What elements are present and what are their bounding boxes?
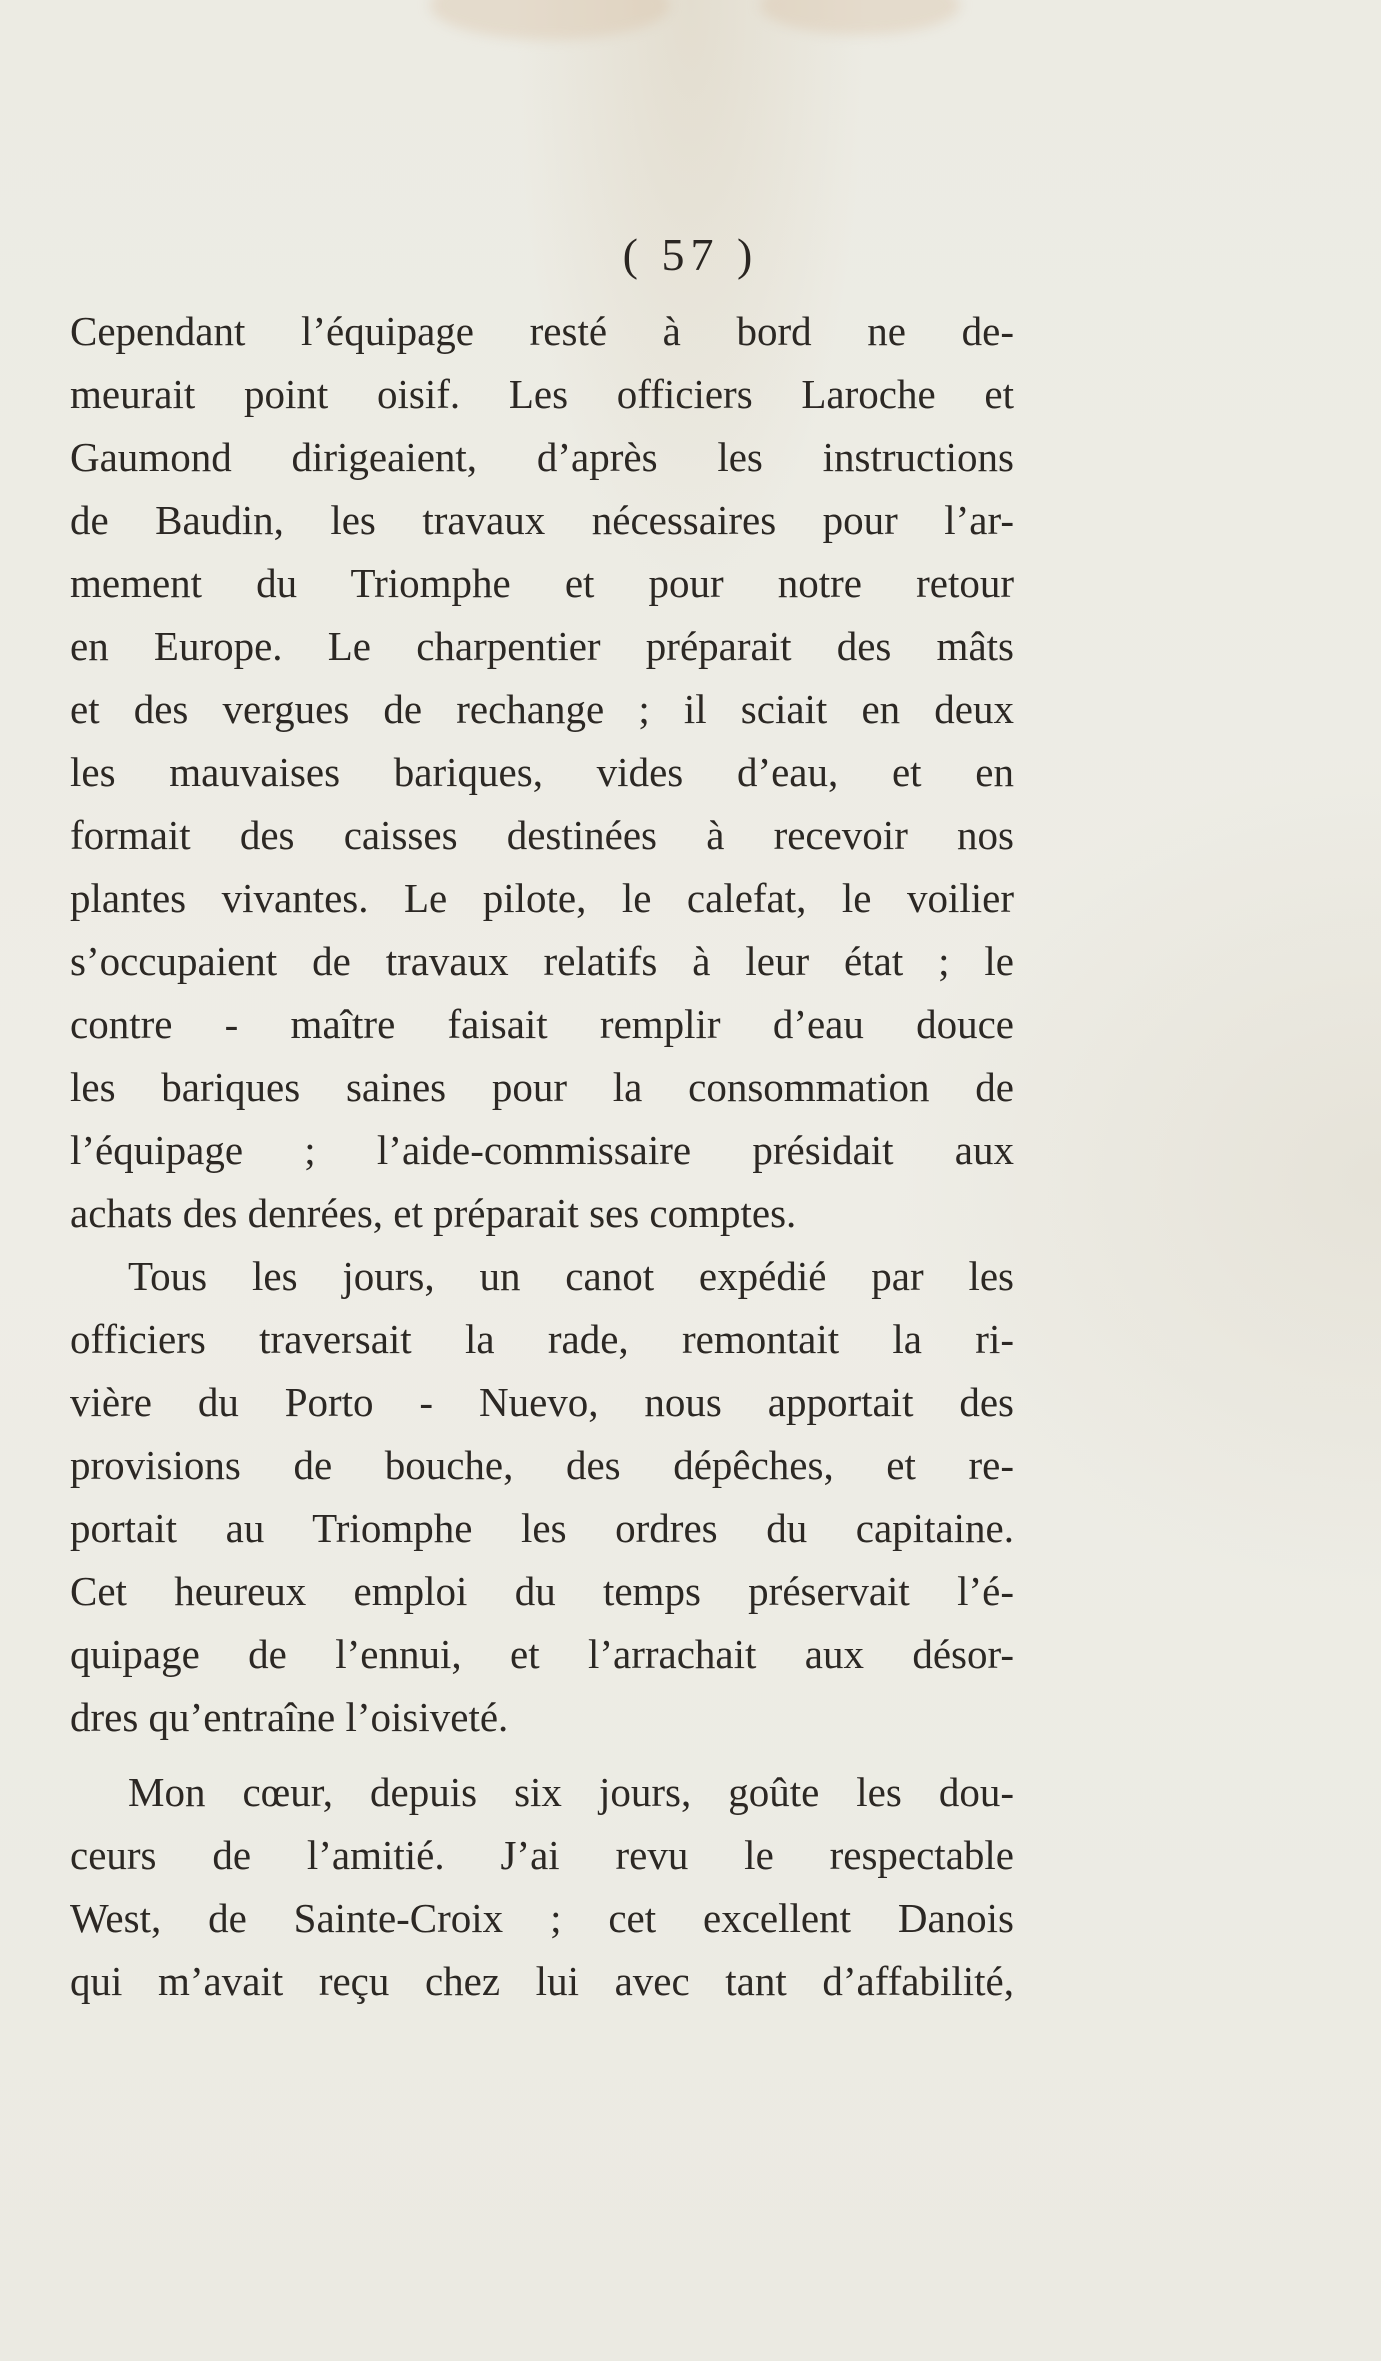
page-number: ( 57 ) [622, 229, 759, 280]
text-line: achats des denrées, et préparait ses comptes. [70, 1190, 797, 1236]
paper-stain [760, 0, 960, 35]
paragraph [70, 300, 1014, 1245]
body-text [70, 300, 1014, 2013]
text-line: les mauvaises bariques, vides d’eau, et en [70, 749, 1014, 795]
text-line: mement du Triomphe et pour notre retour [70, 560, 1014, 606]
text-line: quipage de l’ennui, et l’arrachait aux désor- [70, 1631, 1014, 1677]
text-line: de Baudin, les travaux nécessaires pour l’ar- [70, 497, 1014, 543]
text-line: Gaumond dirigeaient, d’après les instructions [70, 434, 1014, 480]
text-line: vière du Porto - Nuevo, nous apportait des [70, 1379, 1014, 1425]
text-line: s’occupaient de travaux relatifs à leur état ; le [70, 938, 1014, 984]
text-line: Cet heureux emploi du temps préservait l’é- [70, 1568, 1014, 1614]
text-line: contre - maître faisait remplir d’eau douce [70, 1001, 1014, 1047]
text-line: l’équipage ; l’aide-commissaire présidait aux [70, 1127, 1014, 1173]
paragraph [70, 1761, 1014, 2013]
text-line: Mon cœur, depuis six jours, goûte les dou- [128, 1769, 1014, 1815]
text-line: portait au Triomphe les ordres du capitaine. [70, 1505, 1014, 1551]
text-line: et des vergues de rechange ; il sciait en deux [70, 686, 1014, 732]
text-line: plantes vivantes. Le pilote, le calefat, le voilier [70, 875, 1014, 921]
text-line: West, de Sainte-Croix ; cet excellent Danois [70, 1895, 1014, 1941]
paragraph [70, 1245, 1014, 1749]
text-line: les bariques saines pour la consommation de [70, 1064, 1014, 1110]
text-line: officiers traversait la rade, remontait la ri- [70, 1316, 1014, 1362]
text-line: dres qu’entraîne l’oisiveté. [70, 1694, 509, 1740]
text-line: qui m’avait reçu chez lui avec tant d’affabilité, [70, 1958, 1014, 2004]
paper-stain [430, 0, 670, 40]
text-line: meurait point oisif. Les officiers Laroche et [70, 371, 1014, 417]
text-line: Tous les jours, un canot expédié par les [128, 1253, 1014, 1299]
text-line: formait des caisses destinées à recevoir nos [70, 812, 1014, 858]
text-line: Cependant l’équipage resté à bord ne de- [70, 308, 1014, 354]
text-line: ceurs de l’amitié. J’ai revu le respectable [70, 1832, 1014, 1878]
paragraph-gap [70, 1749, 1014, 1761]
text-line: en Europe. Le charpentier préparait des mâts [70, 623, 1014, 669]
text-line: provisions de bouche, des dépêches, et re- [70, 1442, 1014, 1488]
